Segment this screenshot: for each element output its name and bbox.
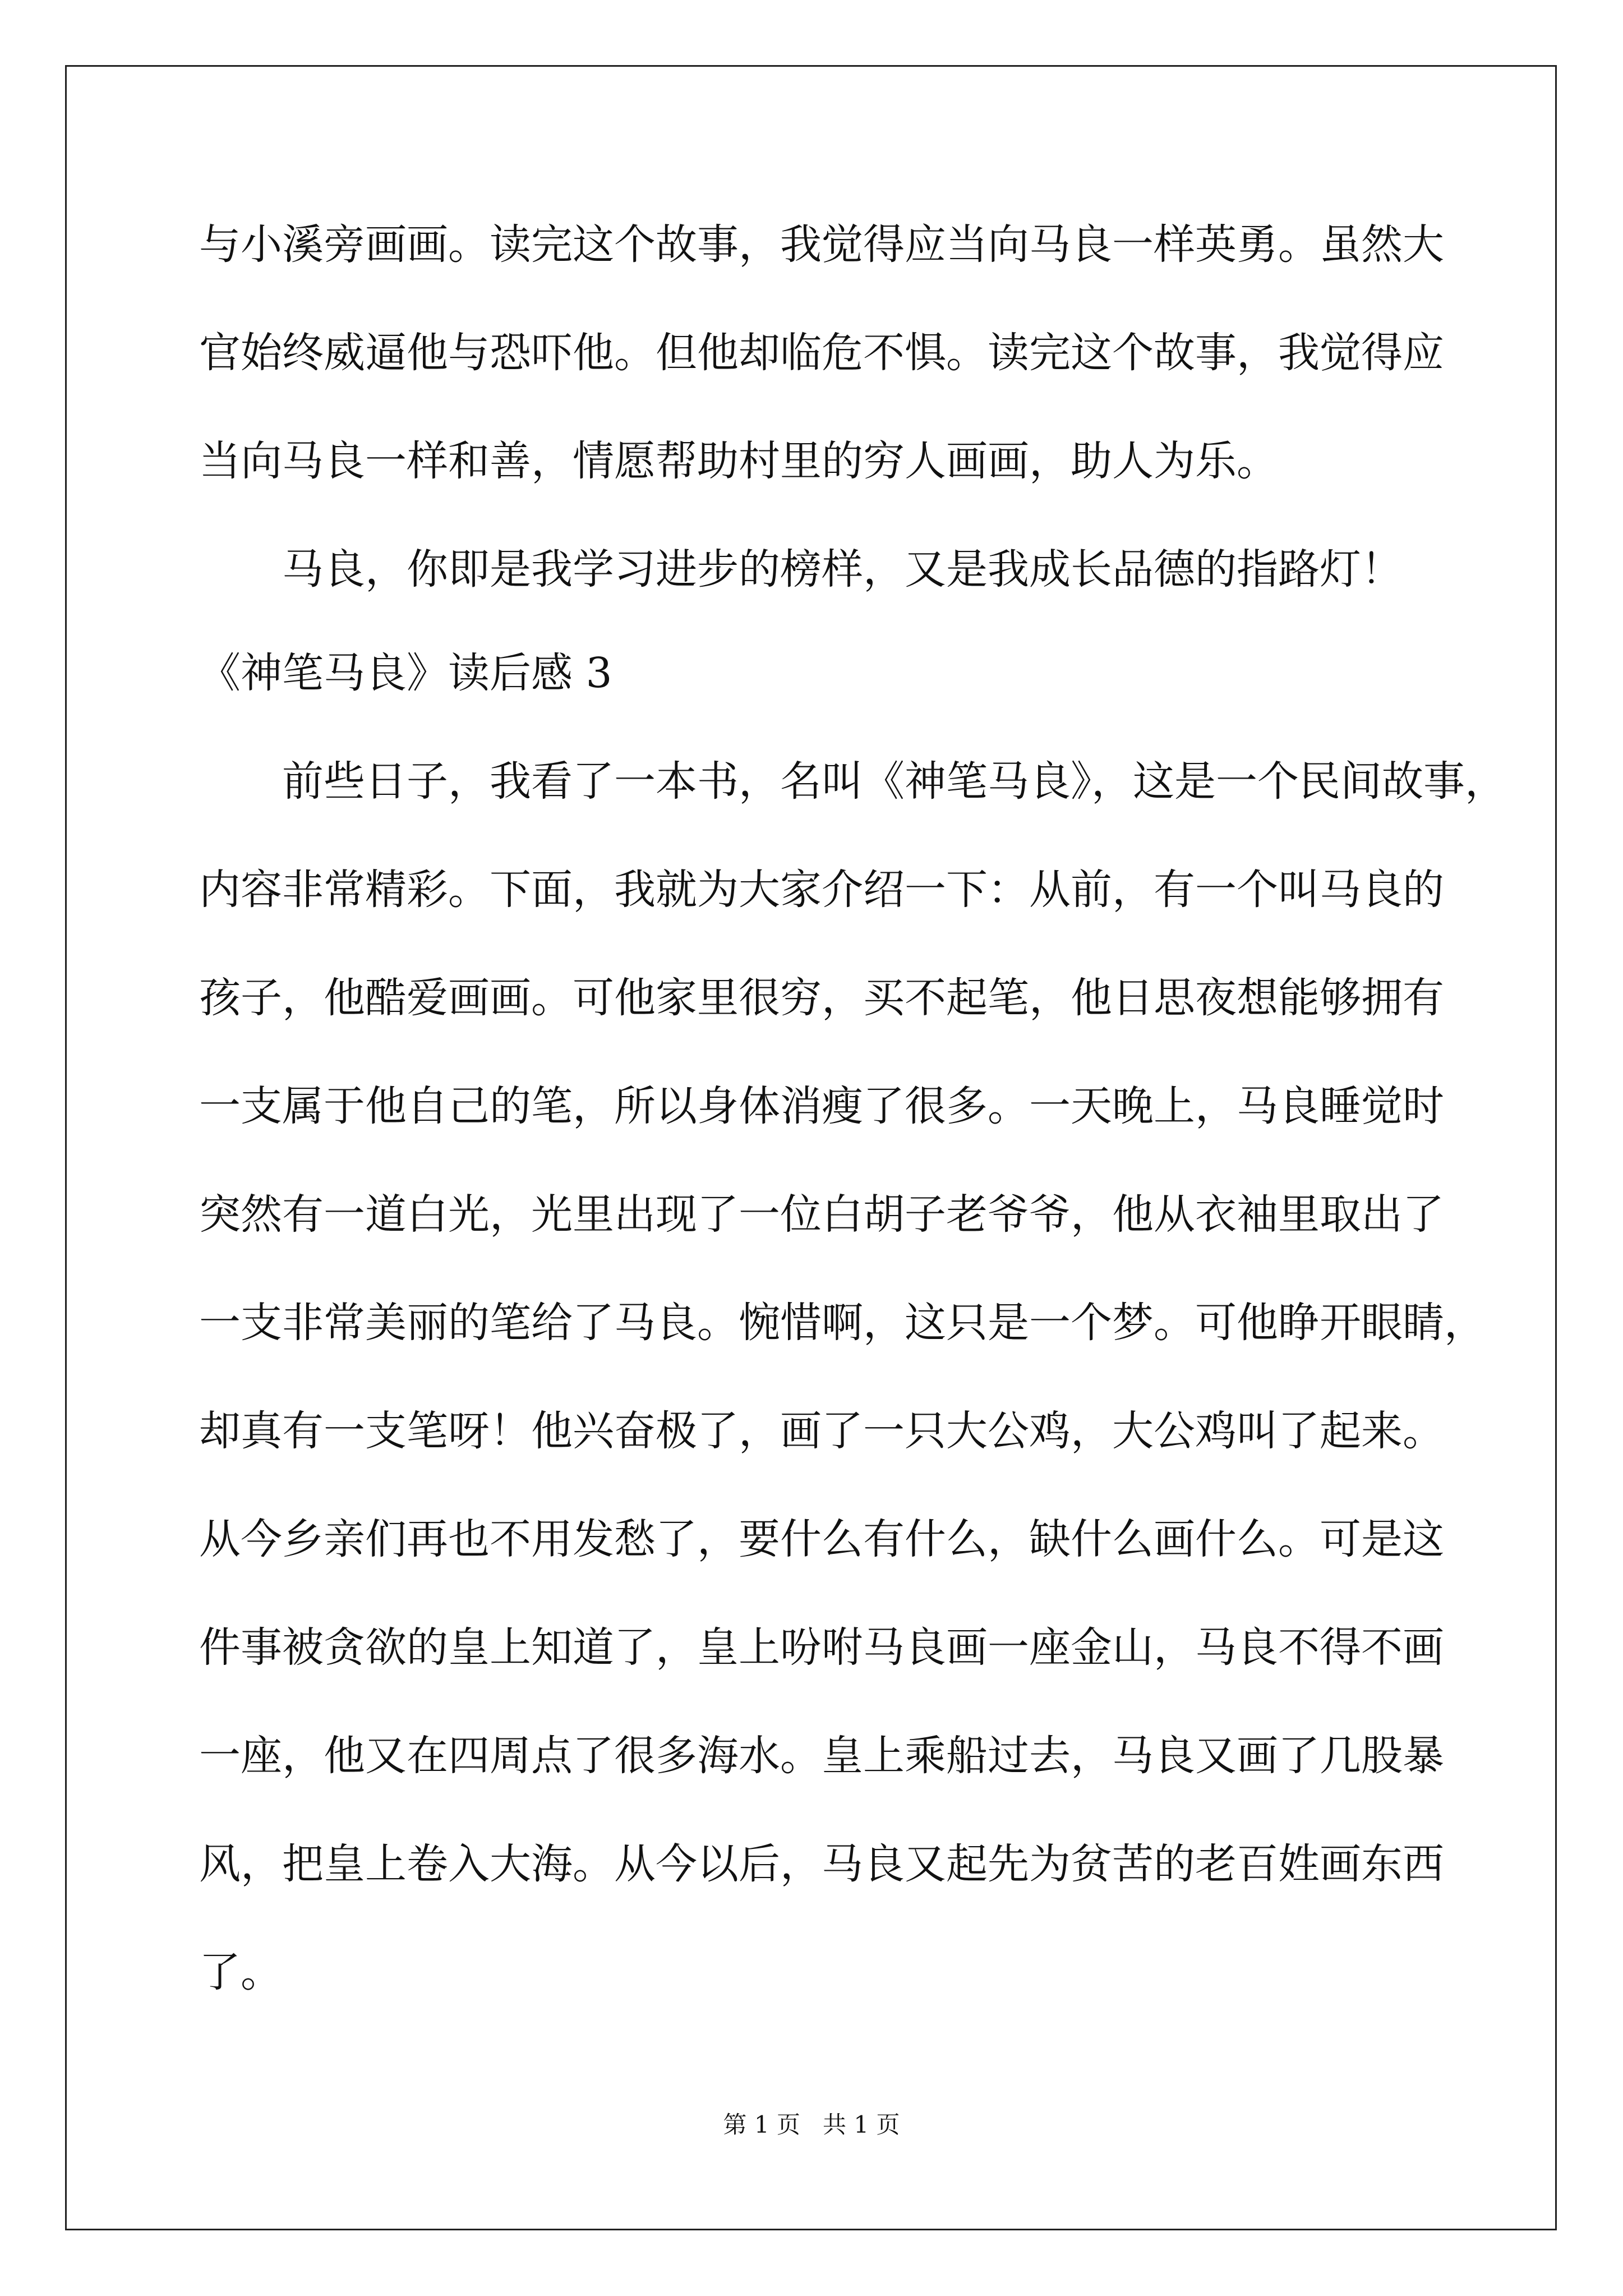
paragraph-line: 从今乡亲们再也不用发愁了，要什么有什么，缺什么画什么。可是这 bbox=[199, 1515, 1444, 1563]
paragraph-line: 件事被贪欲的皇上知道了，皇上吩咐马良画一座金山，马良不得不画 bbox=[199, 1623, 1444, 1672]
paragraph-line: 一支属于他自己的笔，所以身体消瘦了很多。一天晚上，马良睡觉时 bbox=[199, 1082, 1444, 1130]
paragraph-line: 马良，你即是我学习进步的榜样，又是我成长品德的指路灯！ bbox=[282, 545, 1403, 593]
page-number-footer: 第 1 页 共 1 页 bbox=[723, 2111, 900, 2138]
paragraph-line: 一支非常美丽的笔给了马良。惋惜啊，这只是一个梦。可他睁开眼睛， bbox=[199, 1299, 1486, 1347]
paragraph-line: 一座，他又在四周点了很多海水。皇上乘船过去，马良又画了几股暴 bbox=[199, 1732, 1444, 1780]
paragraph-line: 孩子，他酷爱画画。可他家里很穷，买不起笔，他日思夜想能够拥有 bbox=[199, 974, 1444, 1022]
paragraph-line: 官始终威逼他与恐吓他。但他却临危不惧。读完这个故事，我觉得应 bbox=[199, 329, 1444, 377]
paragraph-line: 内容非常精彩。下面，我就为大家介绍一下：从前，有一个叫马良的 bbox=[199, 866, 1444, 914]
paragraph-line: 却真有一支笔呀！他兴奋极了，画了一只大公鸡，大公鸡叫了起来。 bbox=[199, 1407, 1444, 1455]
paragraph-line: 前些日子，我看了一本书，名叫《神笔马良》，这是一个民间故事， bbox=[282, 757, 1506, 806]
section-heading: 《神笔马良》读后感 3 bbox=[199, 649, 612, 697]
paragraph-line: 风，把皇上卷入大海。从今以后，马良又起先为贫苦的老百姓画东西 bbox=[199, 1840, 1444, 1888]
page-border bbox=[65, 65, 1557, 2230]
paragraph-line: 与小溪旁画画。读完这个故事，我觉得应当向马良一样英勇。虽然大 bbox=[199, 220, 1444, 269]
paragraph-line: 当向马良一样和善，情愿帮助村里的穷人画画，助人为乐。 bbox=[199, 437, 1278, 485]
paragraph-line: 了。 bbox=[199, 1948, 282, 1996]
paragraph-line: 突然有一道白光，光里出现了一位白胡子老爷爷，他从衣袖里取出了 bbox=[199, 1190, 1444, 1239]
